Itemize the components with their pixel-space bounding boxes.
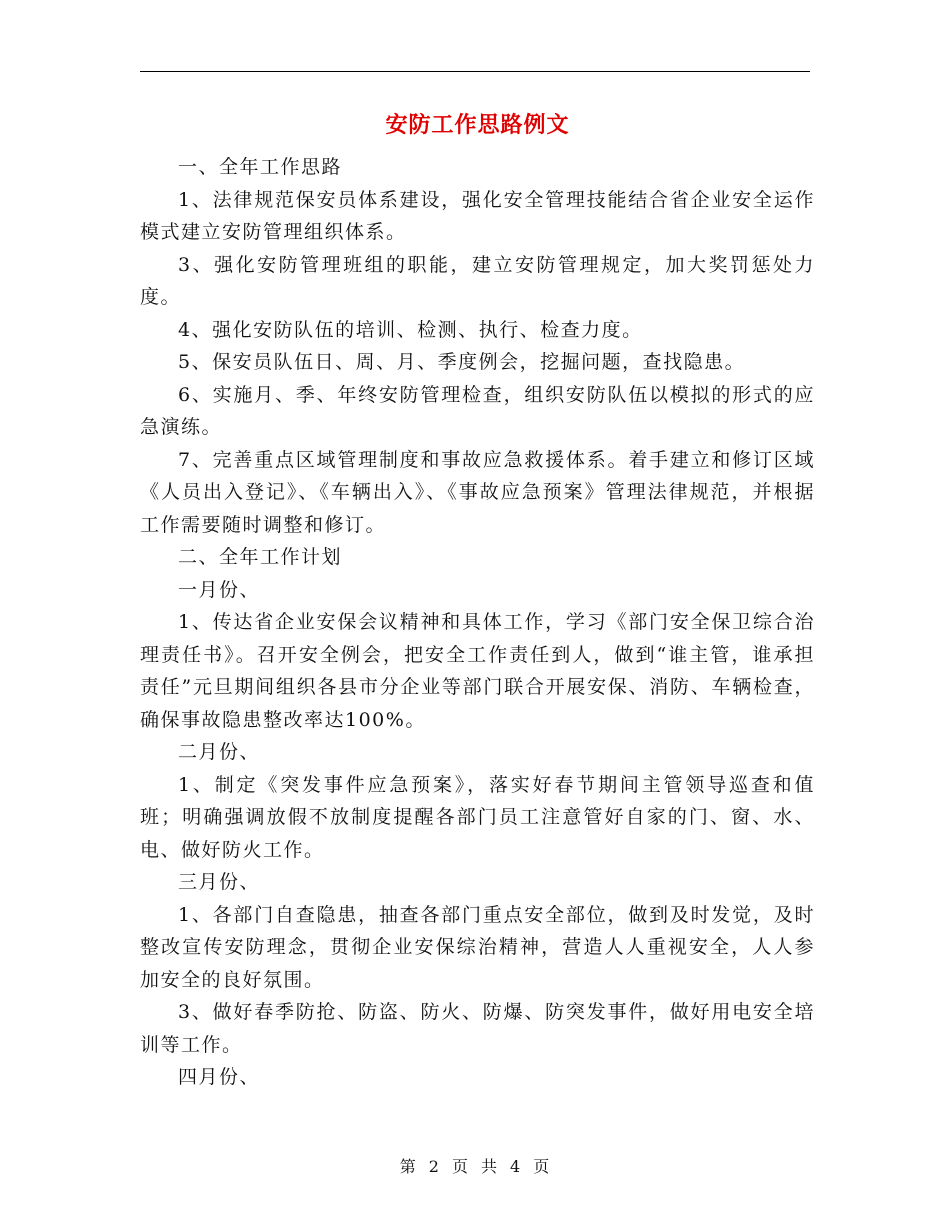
paragraph: 二、全年工作计划 — [178, 546, 343, 568]
page-label-prefix: 第 — [399, 1157, 417, 1176]
paragraph: 7、完善重点区域管理制度和事故应急救援体系。着手建立和修订区域《人员出入登记》、《车辆出入》、《事故应急预案》管理法律规范，并根据工作需要随时调整和修订。 — [140, 448, 815, 536]
paragraph: 4、强化安防队伍的培训、检测、执行、检查力度。 — [178, 318, 643, 341]
paragraph: 1、各部门自查隐患，抽查各部门重点安全部位，做到及时发觉，及时整改宣传安防理念，贯彻企业安保综治精神，营造人人重视安全，人人参加安全的良好氛围。 — [140, 903, 815, 991]
paragraph: 5、保安员队伍日、周、月、季度例会，挖掘问题，查找隐患。 — [178, 351, 746, 373]
paragraph: 6、实施月、季、年终安防管理检查，组织安防队伍以模拟的形式的应急演练。 — [140, 383, 815, 438]
paragraph: 一、全年工作思路 — [178, 156, 343, 178]
paragraph: 3、做好春季防抢、防盗、防火、防爆、防突发事件，做好用电安全培训等工作。 — [140, 1001, 815, 1056]
total-label: 共 — [481, 1157, 499, 1176]
header-rule — [140, 71, 810, 72]
document-title: 安防工作思路例文 — [385, 112, 570, 138]
paragraph: 3、强化安防管理班组的职能，建立安防管理规定，加大奖罚惩处力度。 — [140, 253, 815, 308]
page-footer — [0, 1154, 950, 1177]
paragraph: 1、传达省企业安保会议精神和具体工作，学习《部门安全保卫综合治理责任书》。召开安全例会，把安全工作责任到人，做到“谁主管，谁承担责任”元旦期间组织各县市分企业等部门联合开展安保、消防、车辆检查，确保事故隐患整改率达100%。 — [140, 611, 815, 731]
document-body — [140, 105, 815, 1094]
paragraph: 1、制定《突发事件应急预案》，落实好春节期间主管领导巡查和值班；明确强调放假不放制度提醒各部门员工注意管好自家的门、窗、水、电、做好防火工作。 — [140, 773, 815, 861]
paragraph: 二月份、 — [178, 741, 261, 763]
page-label-mid: 页 — [451, 1157, 469, 1176]
paragraph: 一月份、 — [178, 578, 261, 601]
paragraph: 三月份、 — [178, 871, 261, 893]
paragraph: 1、法律规范保安员体系建设，强化安全管理技能结合省企业安全运作模式建立安防管理组织体系。 — [140, 188, 815, 243]
page-current: 2 — [428, 1157, 440, 1176]
page-label-suffix: 页 — [533, 1157, 551, 1176]
page-total: 4 — [510, 1157, 522, 1176]
paragraph: 四月份、 — [178, 1066, 261, 1088]
